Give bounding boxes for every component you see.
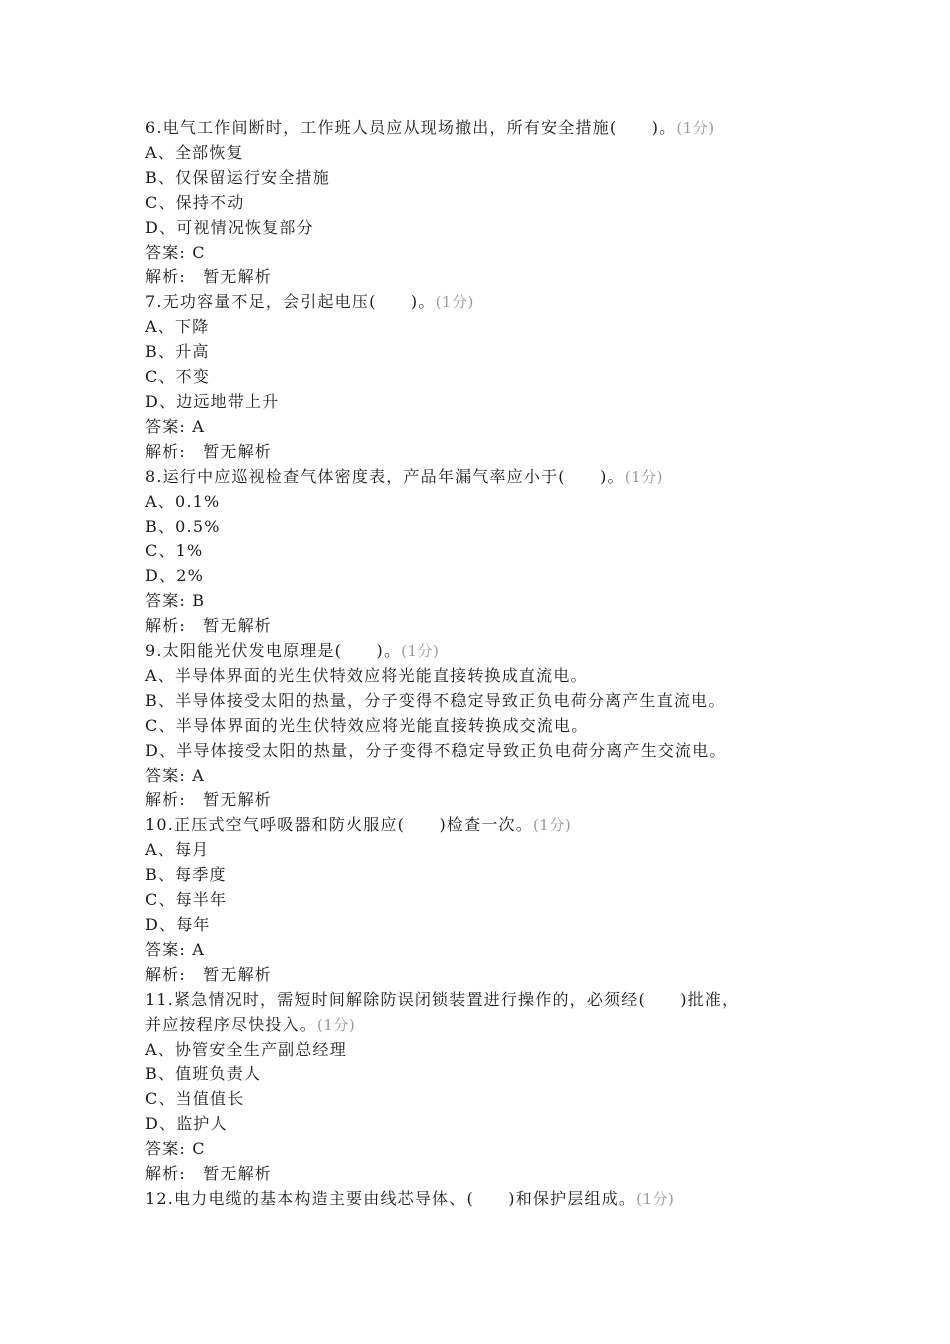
question-block	[145, 988, 865, 1187]
score-label: (1分)	[624, 467, 664, 486]
question-block	[145, 465, 865, 639]
option-d: D、边远地带上升	[145, 391, 280, 411]
analysis-line: 解析: 暂无解析	[145, 790, 272, 810]
question-stem: 11.紧急情况时，需短时间解除防误闭锁装置进行操作的，必须经( )批准，	[145, 989, 740, 1009]
option-c: C、每半年	[145, 890, 228, 910]
question-block	[145, 116, 865, 290]
option-a: A、下降	[145, 317, 210, 337]
question-block	[145, 1187, 865, 1212]
score-label: (1分)	[676, 119, 715, 137]
option-b: B、升高	[145, 342, 210, 362]
answer-line: 答案: B	[145, 591, 206, 611]
answer-line: 答案: C	[145, 1139, 206, 1159]
question-stem: 8.运行中应巡视检查气体密度表，产品年漏气率应小于( )。(1分)	[145, 466, 664, 486]
option-b: B、半导体接受太阳的热量，分子变得不稳定导致正负电荷分离产生直流电。	[145, 690, 726, 710]
answer-line: 答案: A	[145, 765, 206, 785]
analysis-line: 解析: 暂无解析	[145, 267, 272, 287]
option-a: A、每月	[145, 840, 210, 860]
option-d: D、每年	[145, 915, 211, 934]
score-label: (1分)	[435, 293, 474, 312]
analysis-line: 解析: 暂无解析	[145, 1164, 272, 1184]
option-c: C、保持不动	[145, 192, 245, 212]
question-stem: 7.无功容量不足，会引起电压( )。(1分)	[145, 292, 474, 312]
option-b: B、0.5%	[145, 516, 221, 536]
answer-line: 答案: C	[145, 242, 206, 262]
score-label: (1分)	[317, 1015, 356, 1034]
question-stem-continued: 并应按程序尽快投入。(1分)	[145, 1014, 356, 1034]
score-label: (1分)	[636, 1189, 675, 1208]
option-b: B、仅保留运行安全措施	[145, 167, 330, 187]
answer-line: 答案: A	[145, 939, 206, 959]
option-c: C、1%	[145, 541, 204, 561]
option-a: A、协管安全生产副总经理	[145, 1039, 347, 1059]
answer-line: 答案: A	[145, 416, 206, 436]
option-b: B、值班负责人	[145, 1064, 262, 1084]
question-stem: 12.电力电缆的基本构造主要由线芯导体、( )和保护层组成。(1分)	[145, 1188, 675, 1208]
question-block	[145, 639, 865, 813]
option-d: D、监护人	[145, 1114, 228, 1134]
option-a: A、0.1%	[145, 491, 221, 511]
analysis-line: 解析: 暂无解析	[145, 964, 272, 984]
question-block	[145, 813, 865, 987]
question-block	[145, 290, 865, 464]
option-d: D、2%	[145, 566, 205, 586]
option-a: A、全部恢复	[145, 142, 244, 162]
score-label: (1分)	[401, 642, 440, 661]
question-stem: 6.电气工作间断时，工作班人员应从现场撤出，所有安全措施( )。(1分)	[145, 118, 715, 137]
question-document	[145, 116, 865, 1212]
question-stem: 9.太阳能光伏发电原理是( )。(1分)	[145, 641, 440, 661]
question-stem: 10.正压式空气呼吸器和防火服应( )检查一次。(1分)	[145, 815, 572, 835]
option-d: D、可视情况恢复部分	[145, 217, 314, 237]
option-c: C、不变	[145, 367, 211, 387]
score-label: (1分)	[532, 816, 572, 835]
option-b: B、每季度	[145, 865, 227, 885]
analysis-line: 解析: 暂无解析	[145, 441, 272, 461]
analysis-line: 解析: 暂无解析	[145, 616, 272, 636]
option-d: D、半导体接受太阳的热量，分子变得不稳定导致正负电荷分离产生交流电。	[145, 740, 727, 760]
option-c: C、半导体界面的光生伏特效应将光能直接转换成交流电。	[145, 715, 589, 735]
option-c: C、当值值长	[145, 1089, 245, 1109]
option-a: A、半导体界面的光生伏特效应将光能直接转换成直流电。	[145, 665, 588, 685]
